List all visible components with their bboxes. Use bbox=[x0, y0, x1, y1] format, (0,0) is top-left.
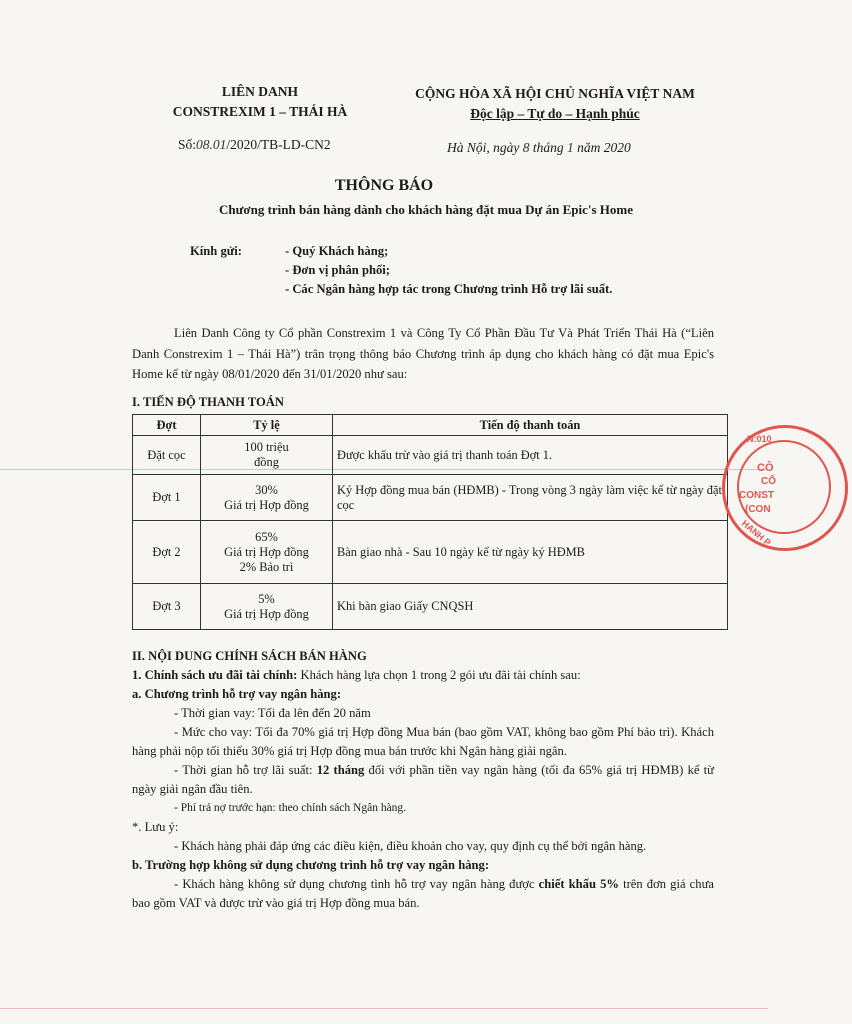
table-row bbox=[133, 521, 728, 584]
table-row bbox=[133, 436, 728, 475]
company-stamp: N:010 CÔ CỔ CONST (CON HANH P bbox=[722, 425, 848, 551]
rate-cell: 100 triệu đồng bbox=[201, 436, 333, 475]
list-item: - Phí trả nợ trước hạn: theo chính sách Ngân hàng. bbox=[174, 802, 407, 814]
progress-cell: Khi bàn giao Giấy CNQSH bbox=[333, 584, 728, 630]
stage-cell: Đợt 3 bbox=[133, 584, 201, 630]
motto-line: Độc lập – Tự do – Hạnh phúc bbox=[470, 106, 640, 121]
stage-cell: Đợt 1 bbox=[133, 475, 201, 521]
column-header: Đợt bbox=[133, 415, 201, 436]
document-number: Số:08.01/2020/TB-LD-CN2 bbox=[178, 137, 331, 152]
company-line-2: CONSTREXIM 1 – THÁI HÀ bbox=[172, 104, 348, 119]
stamp-clip bbox=[700, 420, 776, 560]
recipients-label: Kính gửi: bbox=[190, 244, 242, 258]
column-header: Tỷ lệ bbox=[201, 415, 333, 436]
table-row bbox=[133, 584, 728, 630]
subsection-b-heading: b. Trường hợp không sử dụng chương trình hỗ trợ vay ngân hàng: bbox=[132, 858, 490, 872]
recipient-item: - Các Ngân hàng hợp tác trong Chương trình Hỗ trợ lãi suất. bbox=[285, 282, 613, 296]
handwritten-number: 08.01 bbox=[196, 137, 227, 152]
company-line-1: LIÊN DANH bbox=[221, 84, 299, 99]
column-header: Tiến độ thanh toán bbox=[333, 415, 728, 436]
subsection-a-heading: a. Chương trình hỗ trợ vay ngân hàng: bbox=[132, 687, 342, 701]
progress-cell: Được khấu trừ vào giá trị thanh toán Đợt 1. bbox=[333, 436, 728, 475]
guide-line bbox=[0, 1008, 768, 1009]
recipient-item: - Đơn vị phân phối; bbox=[285, 263, 390, 277]
intro-paragraph: Liên Danh Công ty Cổ phần Constrexim 1 và Công Ty Cổ Phần Đầu Tư Và Phát Triển Thái Hà (“Liên Danh Constrexim 1 – Thái Hà”) trân trọng thông báo Chương trình áp dụng cho khách hàng có đặt mua Epic's Home kể từ ngày 08/01/2020 đến 31/01/2020 như sau: bbox=[132, 326, 714, 381]
progress-cell: Bàn giao nhà - Sau 10 ngày kể từ ngày ký HĐMB bbox=[333, 521, 728, 584]
list-item: - Mức cho vay: Tối đa 70% giá trị Hợp đồng Mua bán (bao gồm VAT, không bao gồm Phí bảo trì). Khách hàng phải nộp tối thiểu 30% giá trị Hợp đồng mua bán trước khi Ngân hàng giải ngân. bbox=[132, 725, 714, 758]
page-title: THÔNG BÁO bbox=[334, 177, 434, 194]
page-subtitle: Chương trình bán hàng dành cho khách hàng đặt mua Dự án Epic's Home bbox=[218, 202, 633, 217]
document-date: Hà Nội, ngày 8 tháng 1 năm 2020 bbox=[447, 140, 631, 155]
recipient-item: - Quý Khách hàng; bbox=[285, 244, 389, 258]
stage-cell: Đợt 2 bbox=[133, 521, 201, 584]
rate-cell: 5% Giá trị Hợp đồng bbox=[201, 584, 333, 630]
list-item: - Thời gian vay: Tối đa lên đến 20 năm bbox=[174, 706, 371, 720]
recipients-list bbox=[285, 242, 612, 299]
rate-cell: 65% Giá trị Hợp đồng 2% Bảo trì bbox=[201, 521, 333, 584]
progress-cell: Ký Hợp đồng mua bán (HĐMB) - Trong vòng 3 ngày làm việc kể từ ngày đặt cọc bbox=[333, 475, 728, 521]
note-label: *. Lưu ý: bbox=[132, 820, 179, 834]
rate-cell: 30% Giá trị Hợp đồng bbox=[201, 475, 333, 521]
list-item: - Thời gian hỗ trợ lãi suất: 12 tháng đối với phần tiền vay ngân hàng (tối đa 65% giá trị HĐMB) kể từ ngày giải ngân đầu tiên. bbox=[132, 763, 715, 796]
table-header-row bbox=[133, 415, 728, 436]
national-motto bbox=[380, 86, 730, 122]
section-1-heading: I. TIẾN ĐỘ THANH TOÁN bbox=[132, 395, 284, 409]
list-item: - Khách hàng không sử dụng chương tình hỗ trợ vay ngân hàng được chiết khấu 5% trên đơn giá chưa bao gồm VAT và được trừ vào giá trị Hợp đồng mua bán. bbox=[132, 877, 714, 910]
section-2 bbox=[132, 647, 714, 913]
section-2-heading: II. NỘI DUNG CHÍNH SÁCH BÁN HÀNG bbox=[132, 649, 367, 663]
country-name: CỘNG HÒA XÃ HỘI CHỦ NGHĨA VIỆT NAM bbox=[415, 86, 695, 101]
company-name bbox=[150, 84, 370, 120]
stage-cell: Đặt cọc bbox=[133, 436, 201, 475]
policy-paragraph: 1. Chính sách ưu đãi tài chính: Khách hàng lựa chọn 1 trong 2 gói ưu đãi tài chính sau: bbox=[132, 668, 581, 682]
table-row bbox=[133, 475, 728, 521]
payment-table bbox=[132, 414, 728, 630]
note-item: - Khách hàng phải đáp ứng các điều kiện, điều khoản cho vay, quy định cụ thể bởi ngân hàng. bbox=[174, 839, 647, 853]
